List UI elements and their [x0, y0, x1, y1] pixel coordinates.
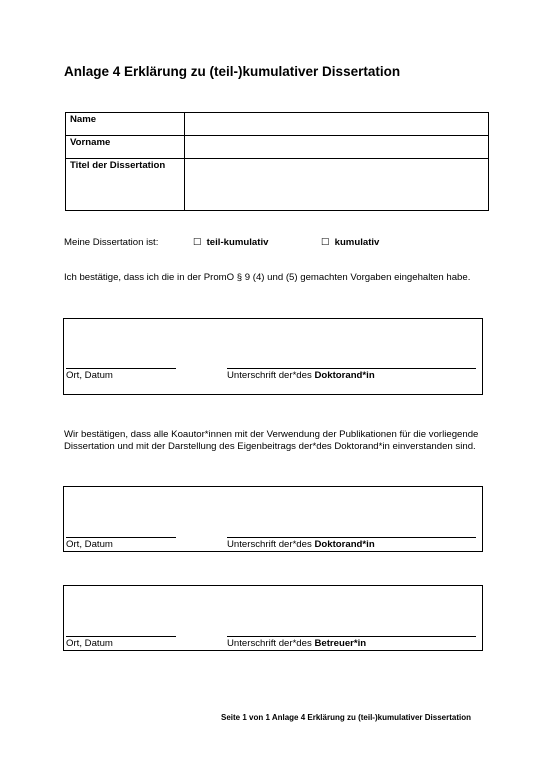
- signature-box-doktorand: [63, 318, 483, 395]
- promo-confirmation-text: Ich bestätige, dass ich die in der PromO § 9 (4) und (5) gemachten Vorgaben eingehalten habe.: [64, 272, 471, 283]
- page-title: Anlage 4 Erklärung zu (teil-)kumulativer Dissertation: [64, 64, 401, 79]
- vorname-field[interactable]: [185, 136, 489, 159]
- teil-kumulativ-option[interactable]: [193, 237, 268, 248]
- place-date-line[interactable]: [66, 368, 176, 369]
- checkbox-icon[interactable]: ☐: [321, 237, 330, 248]
- signature-role: Doktorand*in: [314, 370, 375, 381]
- vorname-label: Vorname: [66, 136, 185, 159]
- kumulativ-label: kumulativ: [334, 237, 380, 248]
- place-date-caption: Ort, Datum: [66, 638, 113, 649]
- coauthors-confirmation-text: Wir bestätigen, dass alle Koautor*innen mit der Verwendung der Publikationen für die vorliegende Dissertation und mit der Darstellung des Eigenbeitrags der*des Doktorand*in einverstanden sind.: [64, 429, 479, 452]
- page-footer: Seite 1 von 1 Anlage 4 Erklärung zu (teil-)kumulativer Dissertation: [221, 713, 471, 722]
- table-row: [66, 113, 489, 136]
- table-row: [66, 136, 489, 159]
- personal-data-table: [65, 112, 489, 211]
- signature-line[interactable]: [227, 368, 476, 369]
- signature-role: Doktorand*in: [314, 539, 375, 550]
- titel-label: Titel der Dissertation: [66, 159, 185, 211]
- place-date-caption: Ort, Datum: [66, 370, 113, 381]
- place-date-line[interactable]: [66, 636, 176, 637]
- place-date-caption: Ort, Datum: [66, 539, 113, 550]
- name-label: Name: [66, 113, 185, 136]
- signature-box-doktorand-coauthors: [63, 486, 483, 552]
- table-row: [66, 159, 489, 211]
- signature-line[interactable]: [227, 537, 476, 538]
- signature-prefix: Unterschrift der*des: [227, 370, 312, 381]
- signature-prefix: Unterschrift der*des: [227, 539, 312, 550]
- teil-kumulativ-label: teil-kumulativ: [206, 237, 269, 248]
- titel-field[interactable]: [185, 159, 489, 211]
- signature-prefix: Unterschrift der*des: [227, 638, 312, 649]
- signature-caption: [227, 539, 375, 550]
- signature-box-betreuer: [63, 585, 483, 651]
- signature-role: Betreuer*in: [314, 638, 367, 649]
- kumulativ-option[interactable]: [321, 237, 379, 248]
- place-date-line[interactable]: [66, 537, 176, 538]
- signature-caption: [227, 370, 375, 381]
- checkbox-icon[interactable]: ☐: [193, 237, 202, 248]
- signature-caption: [227, 638, 366, 649]
- signature-line[interactable]: [227, 636, 476, 637]
- dissertation-type-label: Meine Dissertation ist:: [64, 237, 159, 248]
- name-field[interactable]: [185, 113, 489, 136]
